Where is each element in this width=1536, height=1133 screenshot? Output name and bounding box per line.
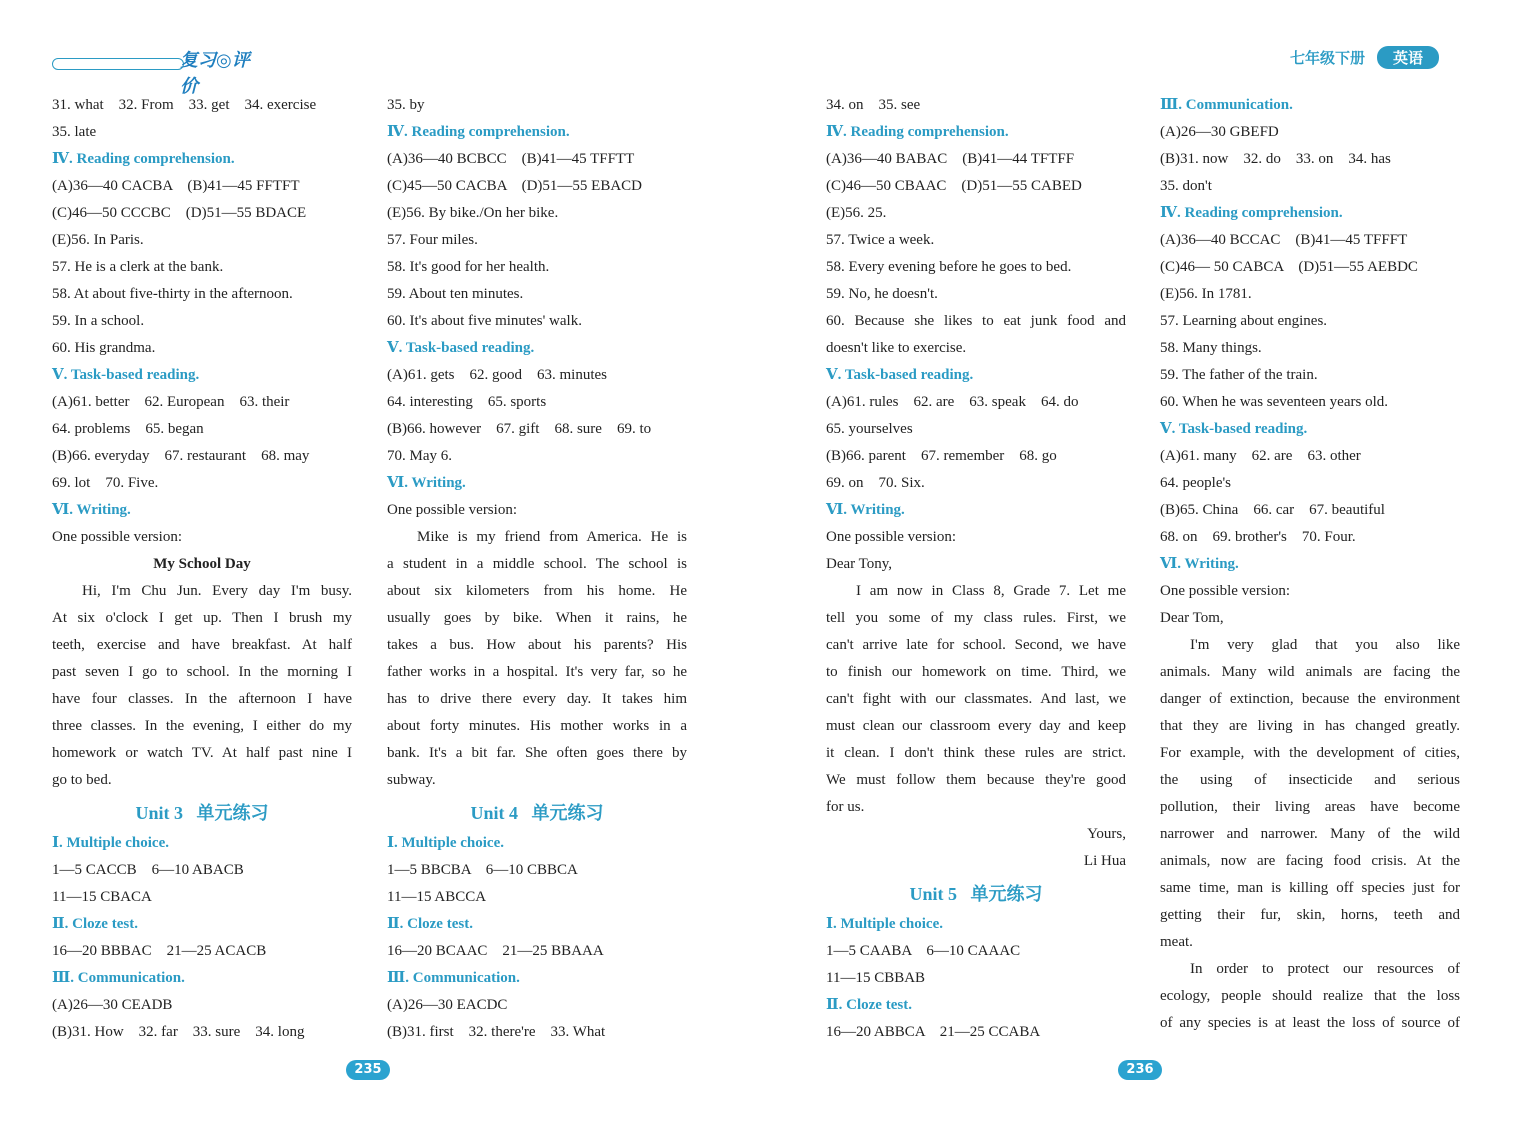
answer-line: 69. lot 70. Five. bbox=[52, 475, 159, 491]
answer-line: 57. Twice a week. bbox=[826, 232, 935, 248]
essay-line: meat. bbox=[1160, 934, 1193, 950]
answer-line: 16—20 ABBCA 21—25 CCABA bbox=[826, 1024, 1041, 1040]
answer-line: (B)31. now 32. do 33. on 34. has bbox=[1160, 151, 1391, 167]
section-heading: Ⅴ. Task-based reading. bbox=[1160, 421, 1308, 437]
answer-line: 34. on 35. see bbox=[826, 97, 921, 113]
answer-line: (B)31. first 32. there're 33. What bbox=[387, 1024, 606, 1040]
answer-line: (A)26—30 EACDC bbox=[387, 997, 508, 1013]
essay-line: ecology, people should realize that the loss bbox=[1160, 988, 1460, 1004]
answer-line: (A)61. rules 62. are 63. speak 64. do bbox=[826, 394, 1079, 410]
essay-line: to finish our homework on time. Third, we bbox=[826, 664, 1126, 680]
answer-line: 70. May 6. bbox=[387, 448, 452, 464]
answer-line: 64. people's bbox=[1160, 475, 1232, 491]
answer-line: 58. Many things. bbox=[1160, 340, 1262, 356]
right-page bbox=[768, 0, 1536, 1133]
answer-line: 57. He is a clerk at the bank. bbox=[52, 259, 224, 275]
essay-line: go to bed. bbox=[52, 772, 112, 788]
answer-line: One possible version: bbox=[52, 529, 182, 545]
essay-line: homework or watch TV. At half past nine I bbox=[52, 745, 352, 761]
section-heading: Ⅰ. Multiple choice. bbox=[826, 916, 943, 932]
answer-line: 58. Every evening before he goes to bed. bbox=[826, 259, 1072, 275]
section-heading: Ⅵ. Writing. bbox=[1160, 556, 1239, 572]
answer-line: 31. what 32. From 33. get 34. exercise bbox=[52, 97, 317, 113]
page-number-right: 236 bbox=[1118, 1060, 1162, 1080]
subject-badge: 英语 bbox=[1377, 46, 1439, 69]
essay-line: can't fight with our classmates. And last, we bbox=[826, 691, 1126, 707]
header-right bbox=[1290, 46, 1439, 69]
header-decoration-bar bbox=[52, 58, 184, 70]
essay-line: it clean. I don't think these rules are strict. bbox=[826, 745, 1126, 761]
essay-line: father works in a hospital. It's very far, so he bbox=[387, 664, 687, 680]
essay-line: narrower and narrower. Many of the wild bbox=[1160, 826, 1460, 842]
column-3 bbox=[826, 92, 1126, 1046]
page-number-left: 235 bbox=[346, 1060, 390, 1080]
column-4 bbox=[1160, 92, 1460, 1037]
answer-line: 11—15 CBACA bbox=[52, 889, 152, 905]
unit-label: 单元练习 bbox=[196, 803, 269, 823]
essay-line: Hi, I'm Chu Jun. Every day I'm busy. bbox=[82, 583, 352, 599]
answer-line: 11—15 ABCCA bbox=[387, 889, 487, 905]
answer-line: 16—20 BBBAC 21—25 ACACB bbox=[52, 943, 267, 959]
section-heading: Ⅲ. Communication. bbox=[52, 970, 185, 986]
section-heading: Ⅵ. Writing. bbox=[826, 502, 905, 518]
essay-title: My School Day bbox=[153, 556, 251, 572]
header-left bbox=[52, 44, 252, 97]
letter-greeting: Dear Tom, bbox=[1160, 610, 1224, 626]
essay-line: For example, with the development of cities, bbox=[1160, 745, 1460, 761]
essay-line: animals, now are facing food crisis. At the bbox=[1160, 853, 1460, 869]
unit-number: Unit 5 bbox=[909, 884, 957, 904]
section-heading: Ⅰ. Multiple choice. bbox=[387, 835, 504, 851]
answer-line: 35. by bbox=[387, 97, 425, 113]
answer-line: One possible version: bbox=[1160, 583, 1290, 599]
essay-line: subway. bbox=[387, 772, 436, 788]
letter-greeting: Dear Tony, bbox=[826, 556, 893, 572]
essay-line: has to drive there every day. It takes him bbox=[387, 691, 687, 707]
essay-line: same time, man is killing off species just for bbox=[1160, 880, 1460, 896]
essay-line: In order to protect our resources of bbox=[1190, 961, 1460, 977]
unit-number: Unit 4 bbox=[470, 803, 518, 823]
answer-line: 60. His grandma. bbox=[52, 340, 156, 356]
essay-line: takes a bus. How about his parents? His bbox=[387, 637, 687, 653]
answer-line: 16—20 BCAAC 21—25 BBAAA bbox=[387, 943, 604, 959]
answer-line: (C)46—50 CBAAC (D)51—55 CABED bbox=[826, 178, 1082, 194]
answer-line: (A)36—40 BABAC (B)41—44 TFTFF bbox=[826, 151, 1075, 167]
essay-line: usually goes by bike. When it rains, he bbox=[387, 610, 687, 626]
answer-line: (C)46—50 CCCBC (D)51—55 BDACE bbox=[52, 205, 307, 221]
unit-title bbox=[387, 796, 687, 830]
essay-line: that they are living in has changed greatly. bbox=[1160, 718, 1460, 734]
essay-line: past seven I go to school. In the morning I bbox=[52, 664, 352, 680]
section-heading: Ⅴ. Task-based reading. bbox=[52, 367, 200, 383]
essay-line: have four classes. In the afternoon I have bbox=[52, 691, 352, 707]
section-heading: Ⅴ. Task-based reading. bbox=[826, 367, 974, 383]
answer-line: 65. yourselves bbox=[826, 421, 913, 437]
answer-line: (B)65. China 66. car 67. beautiful bbox=[1160, 502, 1385, 518]
column-2 bbox=[387, 92, 687, 1046]
answer-line: 11—15 CBBAB bbox=[826, 970, 926, 986]
answer-line: 64. interesting 65. sports bbox=[387, 394, 547, 410]
essay-line: We must follow them because they're good bbox=[826, 772, 1126, 788]
essay-line: a student in a middle school. The school is bbox=[387, 556, 687, 572]
essay-line: pollution, their living areas have become bbox=[1160, 799, 1460, 815]
section-heading: Ⅵ. Writing. bbox=[387, 475, 466, 491]
answer-line: One possible version: bbox=[826, 529, 956, 545]
answer-line: 59. About ten minutes. bbox=[387, 286, 524, 302]
answer-line: (B)66. however 67. gift 68. sure 69. to bbox=[387, 421, 652, 437]
unit-label: 单元练习 bbox=[970, 884, 1043, 904]
unit-number: Unit 3 bbox=[135, 803, 183, 823]
answer-line: 59. The father of the train. bbox=[1160, 367, 1318, 383]
answer-line: 59. No, he doesn't. bbox=[826, 286, 938, 302]
section-heading: Ⅴ. Task-based reading. bbox=[387, 340, 535, 356]
answer-line: (C)46— 50 CABCA (D)51—55 AEBDC bbox=[1160, 259, 1418, 275]
answer-line: (B)66. everyday 67. restaurant 68. may bbox=[52, 448, 310, 464]
answer-line: 60. Because she likes to eat junk food and bbox=[826, 313, 1126, 329]
section-heading: Ⅱ. Cloze test. bbox=[52, 916, 138, 932]
section-heading: Ⅳ. Reading comprehension. bbox=[826, 124, 1009, 140]
answer-line: (E)56. 25. bbox=[826, 205, 887, 221]
section-heading: Ⅵ. Writing. bbox=[52, 502, 131, 518]
answer-line: 35. late bbox=[52, 124, 97, 140]
essay-line: must clean our classroom every day and keep bbox=[826, 718, 1126, 734]
answer-line: doesn't like to exercise. bbox=[826, 340, 967, 356]
answer-line: 35. don't bbox=[1160, 178, 1212, 194]
answer-line: 69. on 70. Six. bbox=[826, 475, 925, 491]
essay-line: I am now in Class 8, Grade 7. Let me bbox=[856, 583, 1126, 599]
essay-line: for us. bbox=[826, 799, 865, 815]
essay-line: Mike is my friend from America. He is bbox=[417, 529, 687, 545]
answer-line: 58. It's good for her health. bbox=[387, 259, 550, 275]
answer-line: (B)31. How 32. far 33. sure 34. long bbox=[52, 1024, 305, 1040]
answer-line: 64. problems 65. began bbox=[52, 421, 204, 437]
essay-line: bank. It's a bit far. She often goes there by bbox=[387, 745, 687, 761]
grade-label: 七年级下册 bbox=[1290, 51, 1366, 67]
answer-line: (A)36—40 BCCAC (B)41—45 TFFFT bbox=[1160, 232, 1408, 248]
section-heading: Ⅳ. Reading comprehension. bbox=[387, 124, 570, 140]
essay-line: of any species is at least the loss of source of bbox=[1160, 1015, 1460, 1031]
unit-label: 单元练习 bbox=[531, 803, 604, 823]
essay-line: getting their fur, skin, horns, teeth and bbox=[1160, 907, 1460, 923]
answer-line: 57. Four miles. bbox=[387, 232, 478, 248]
answer-line: (A)36—40 BCBCC (B)41—45 TFFTT bbox=[387, 151, 635, 167]
answer-line: (A)61. gets 62. good 63. minutes bbox=[387, 367, 607, 383]
answer-line: (A)36—40 CACBA (B)41—45 FFTFT bbox=[52, 178, 300, 194]
answer-line: 60. It's about five minutes' walk. bbox=[387, 313, 582, 329]
answer-line: 58. At about five-thirty in the afternoon. bbox=[52, 286, 293, 302]
answer-line: 57. Learning about engines. bbox=[1160, 313, 1328, 329]
answer-line: One possible version: bbox=[387, 502, 517, 518]
essay-line: I'm very glad that you also like bbox=[1190, 637, 1460, 653]
essay-line: teeth, exercise and have breakfast. At half bbox=[52, 637, 352, 653]
letter-closing: Yours, bbox=[1087, 826, 1126, 842]
answer-line: (C)45—50 CACBA (D)51—55 EBACD bbox=[387, 178, 643, 194]
answer-line: 1—5 BBCBA 6—10 CBBCA bbox=[387, 862, 578, 878]
header-logo: 复习◎评价 bbox=[180, 50, 250, 97]
answer-line: 1—5 CACCB 6—10 ABACB bbox=[52, 862, 244, 878]
unit-title bbox=[52, 796, 352, 830]
answer-line: (A)26—30 GBEFD bbox=[1160, 124, 1279, 140]
answer-line: 59. In a school. bbox=[52, 313, 145, 329]
section-heading: Ⅲ. Communication. bbox=[387, 970, 520, 986]
essay-line: about six kilometers from his home. He bbox=[387, 583, 687, 599]
essay-line: danger of extinction, because the environment bbox=[1160, 691, 1460, 707]
essay-line: the using of insecticide and serious bbox=[1160, 772, 1460, 788]
answer-line: (A)61. better 62. European 63. their bbox=[52, 394, 290, 410]
section-heading: Ⅱ. Cloze test. bbox=[387, 916, 473, 932]
column-1 bbox=[52, 92, 352, 1046]
essay-line: tell you some of my class rules. First, we bbox=[826, 610, 1126, 626]
answer-line: (A)61. many 62. are 63. other bbox=[1160, 448, 1361, 464]
unit-title bbox=[826, 877, 1126, 911]
section-heading: Ⅰ. Multiple choice. bbox=[52, 835, 169, 851]
answer-line: (E)56. In 1781. bbox=[1160, 286, 1252, 302]
essay-line: animals. Many wild animals are facing the bbox=[1160, 664, 1460, 680]
section-heading: Ⅲ. Communication. bbox=[1160, 97, 1293, 113]
answer-line: 60. When he was seventeen years old. bbox=[1160, 394, 1388, 410]
essay-line: can't arrive late for school. Second, we have bbox=[826, 637, 1126, 653]
essay-line: At six o'clock I get up. Then I brush my bbox=[52, 610, 352, 626]
essay-line: three classes. In the evening, I either do my bbox=[52, 718, 352, 734]
section-heading: Ⅳ. Reading comprehension. bbox=[52, 151, 235, 167]
answer-line: (E)56. In Paris. bbox=[52, 232, 144, 248]
answer-line: (E)56. By bike./On her bike. bbox=[387, 205, 559, 221]
section-heading: Ⅱ. Cloze test. bbox=[826, 997, 912, 1013]
answer-line: 1—5 CAABA 6—10 CAAAC bbox=[826, 943, 1021, 959]
letter-signature: Li Hua bbox=[1083, 853, 1126, 869]
answer-line: 68. on 69. brother's 70. Four. bbox=[1160, 529, 1356, 545]
answer-line: (B)66. parent 67. remember 68. go bbox=[826, 448, 1057, 464]
section-heading: Ⅳ. Reading comprehension. bbox=[1160, 205, 1343, 221]
answer-line: (A)26—30 CEADB bbox=[52, 997, 173, 1013]
essay-line: about forty minutes. His mother works in a bbox=[387, 718, 687, 734]
